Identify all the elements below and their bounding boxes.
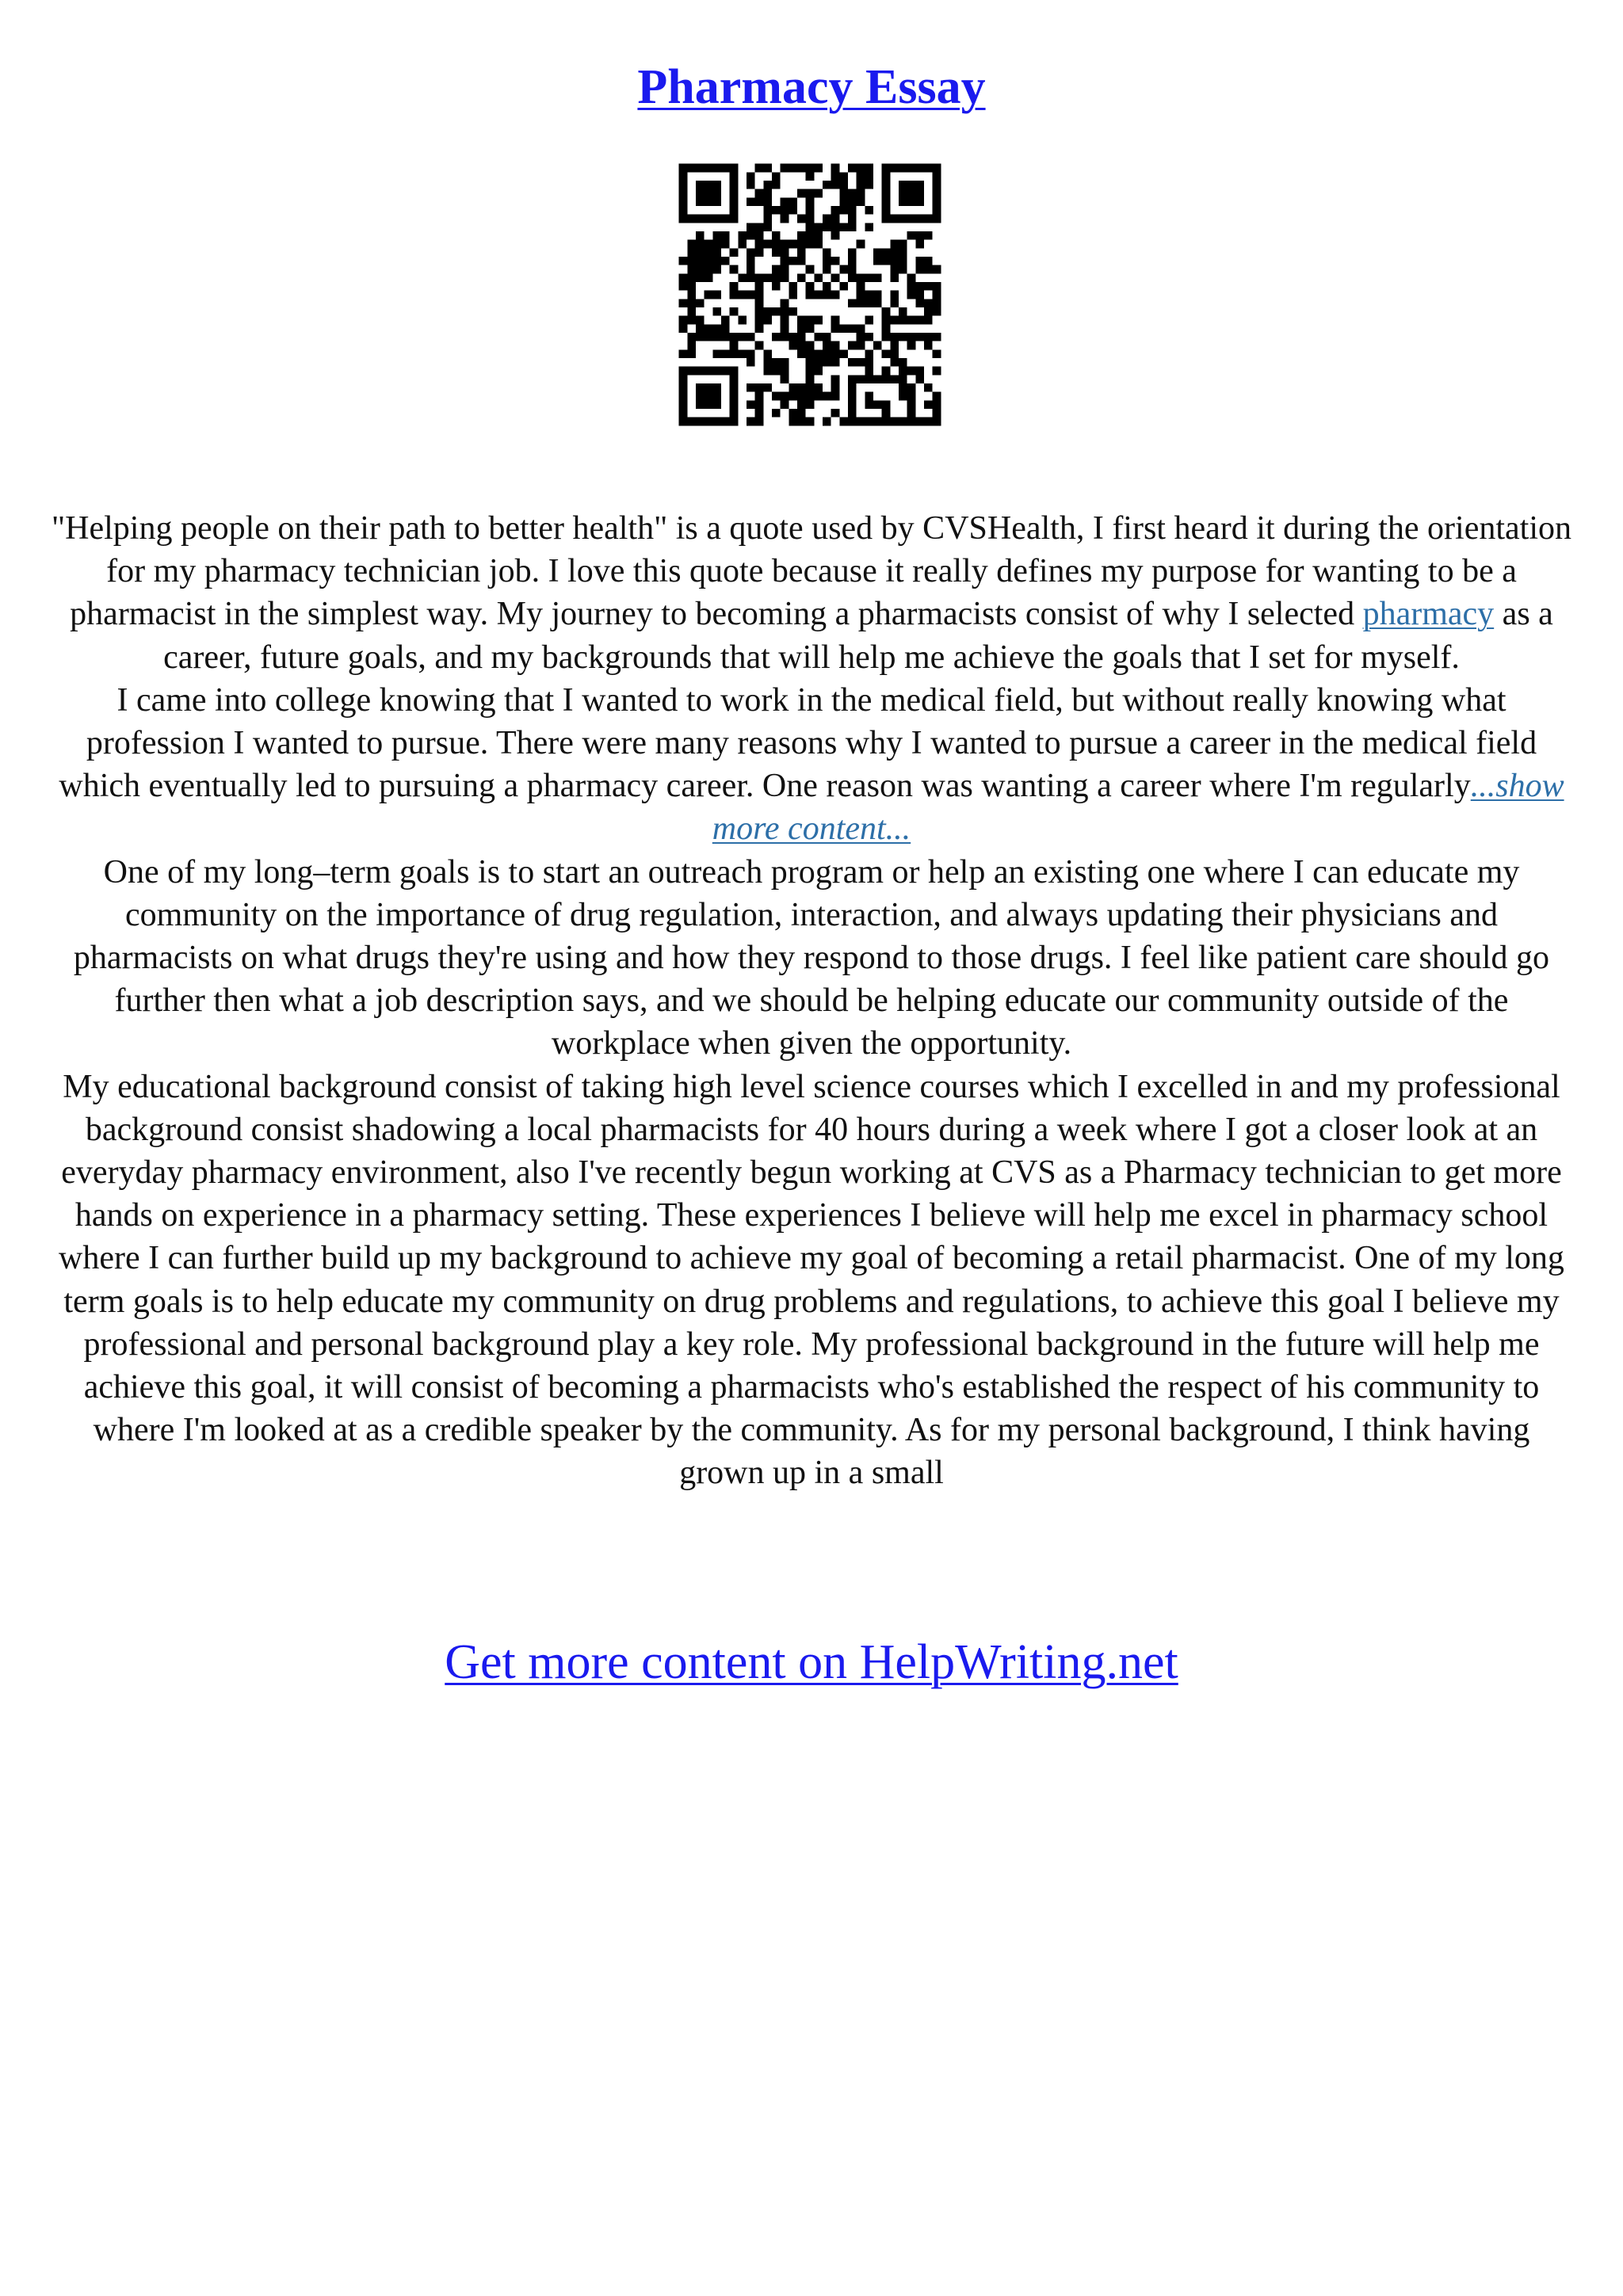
second-paragraph-text: I came into college knowing that I wanted to work in the medical field, but without really knowing what profession I wanted to pursue. There were many reasons why I wanted to pursue a career in the medical field which eventually led to pursuing a pharmacy career. One reason was wanting a career where I'm regularly — [59, 681, 1537, 805]
qr-code-icon — [670, 155, 949, 434]
intro-text-after-link: as a career, future goals, and my backgrounds that will help me achieve the goals that I set for myself. — [163, 596, 1553, 676]
second-paragraph — [48, 679, 1575, 851]
show-more-link[interactable]: ...show more content... — [712, 768, 1564, 848]
qr-code-graphic — [670, 155, 949, 434]
intro-text-before-link: "Helping people on their path to better health" is a quote used by CVSHealth, I first heard it during the orientation for my pharmacy technician job. I love this quote because it really defines my purpose for wanting to be a pharmacist in the simplest way. My journey to becoming a pharmacists consist of why I selected — [52, 510, 1571, 633]
intro-paragraph — [48, 507, 1575, 679]
third-paragraph: One of my long–term goals is to start an outreach program or help an existing one where I can educate my community on the importance of drug regulation, interaction, and always updating their physicians and pharmacists on what drugs they're using and how they respond to those drugs. I feel like patient care should go further then what a job description says, and we should be helping educate our community outside of the workplace when given the opportunity. — [73, 853, 1550, 1062]
fourth-paragraph: My educational background consist of taking high level science courses which I excelled in and my professional background consist shadowing a local pharmacists for 40 hours during a week where I got a closer look at an everyday pharmacy environment, also I've recently begun working at CVS as a Pharmacy technician to get more hands on experience in a pharmacy setting. These experiences I believe will help me excel in pharmacy school where I can further build up my background to achieve my goal of becoming a retail pharmacist. One of my long term goals is to help educate my community on drug problems and regulations, to achieve this goal I believe my professional and personal background play a key role. My professional background in the future will help me achieve this goal, it will consist of becoming a pharmacists who's established the respect of his community to where I'm looked at as a credible speaker by the community. As for my personal background, I think having grown up in a small — [59, 1068, 1564, 1492]
helpwriting-footer-link[interactable]: Get more content on HelpWriting.net — [445, 1635, 1178, 1689]
pharmacy-link[interactable]: pharmacy — [1362, 596, 1495, 633]
document-title-link[interactable]: Pharmacy Essay — [637, 60, 986, 114]
essay-body — [48, 507, 1575, 1495]
